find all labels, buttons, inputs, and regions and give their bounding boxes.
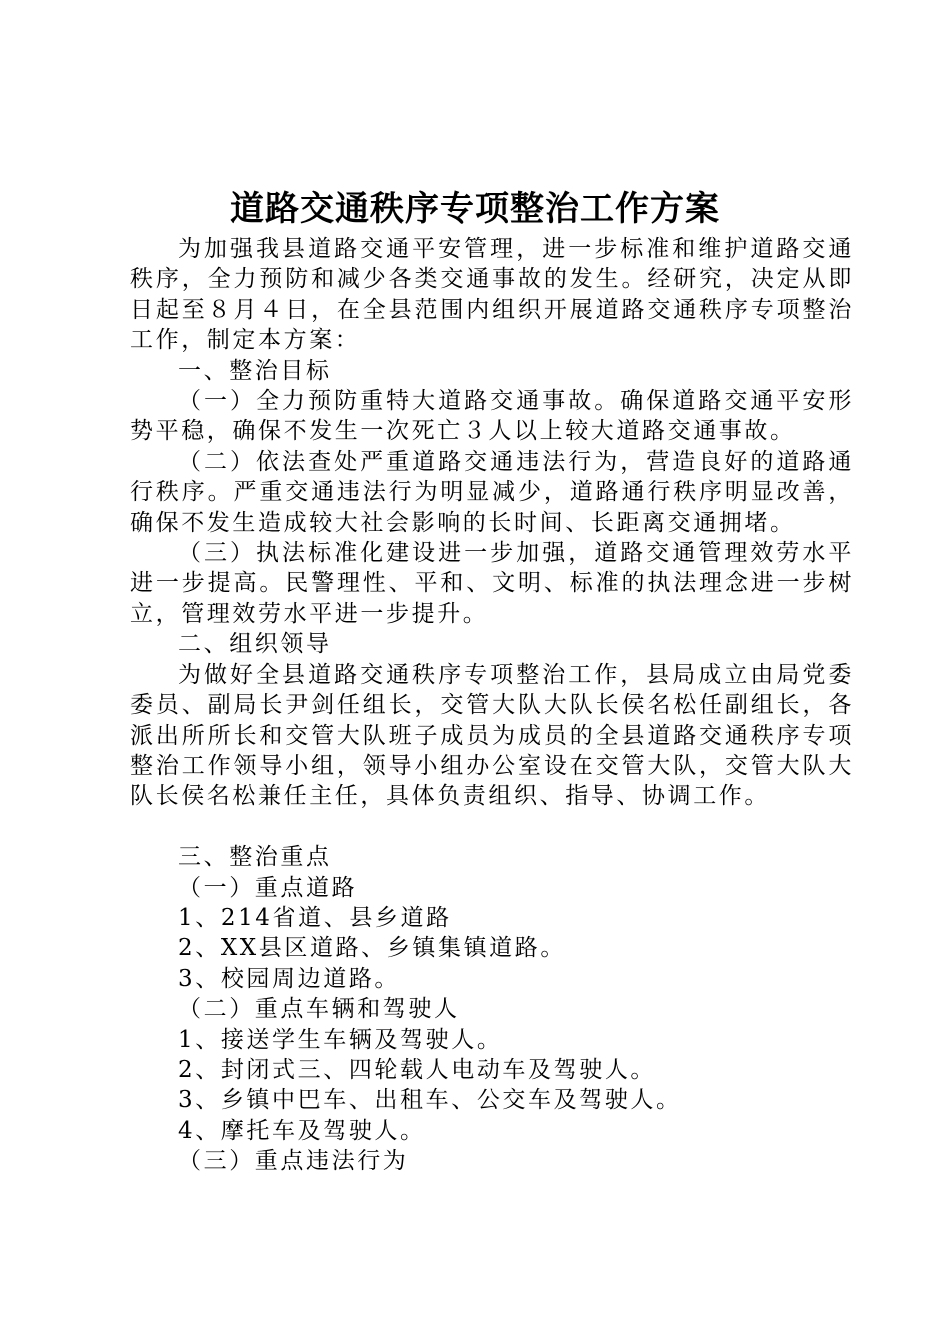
section-heading-organization: 二、组织领导 xyxy=(178,631,332,658)
list-item: 2、XX县区道路、乡镇集镇道路。 xyxy=(178,935,566,962)
goal-paragraph-1: （一）全力预防重特大道路交通事故。确保道路交通平安形势平稳，确保不发生一次死亡３人以上较大道路交通事故。 xyxy=(130,388,854,445)
goal-paragraph-2: （二）依法查处严重道路交通违法行为，营造良好的道路通行秩序。严重交通违法行为明显减少，道路通行秩序明显改善，确保不发生造成较大社会影响的长时间、长距离交通拥堵。 xyxy=(130,448,854,536)
list-item: 4、摩托车及驾驶人。 xyxy=(178,1117,426,1144)
document-title: 道路交通秩序专项整治工作方案 xyxy=(230,189,720,229)
list-item: 2、封闭式三、四轮载人电动车及驾驶人。 xyxy=(178,1056,657,1083)
intro-paragraph: 为加强我县道路交通平安管理，进一步标准和维护道路交通秩序，全力预防和减少各类交通事故的发生。经研究，决定从即日起至８月４日，在全县范围内组织开展道路交通秩序专项整治工作，制定本方案： xyxy=(130,236,854,354)
list-item: 1、接送学生车辆及驾驶人。 xyxy=(178,1026,503,1053)
document-body xyxy=(130,234,854,1177)
organization-paragraph: 为做好全县道路交通秩序专项整治工作，县局成立由局党委委员、副局长尹剑任组长，交管大队大队长侯名松任副组长，各派出所所长和交管大队班子成员为成员的全县道路交通秩序专项整治工作领导小组，领导小组办公室设在交管大队，交管大队大队长侯名松兼任主任，具体负责组织、指导、协调工作。 xyxy=(130,661,854,810)
section-heading-goals: 一、整治目标 xyxy=(178,357,332,384)
section-heading-focus: 三、整治重点 xyxy=(178,844,332,871)
paragraph-gap xyxy=(130,812,854,842)
list-item: 3、乡镇中巴车、出租车、公交车及驾驶人。 xyxy=(178,1087,682,1114)
subheading-key-violations: （三）重点违法行为 xyxy=(178,1148,409,1175)
subheading-key-roads: （一）重点道路 xyxy=(178,874,358,901)
subheading-key-vehicles: （二）重点车辆和驾驶人 xyxy=(178,996,460,1023)
list-item: 3、校园周边道路。 xyxy=(178,965,401,992)
list-item: 1、214省道、县乡道路 xyxy=(178,904,452,931)
goal-paragraph-3: （三）执法标准化建设进一步加强，道路交通管理效劳水平进一步提高。民警理性、平和、文明、标准的执法理念进一步树立，管理效劳水平进一步提升。 xyxy=(130,540,854,627)
